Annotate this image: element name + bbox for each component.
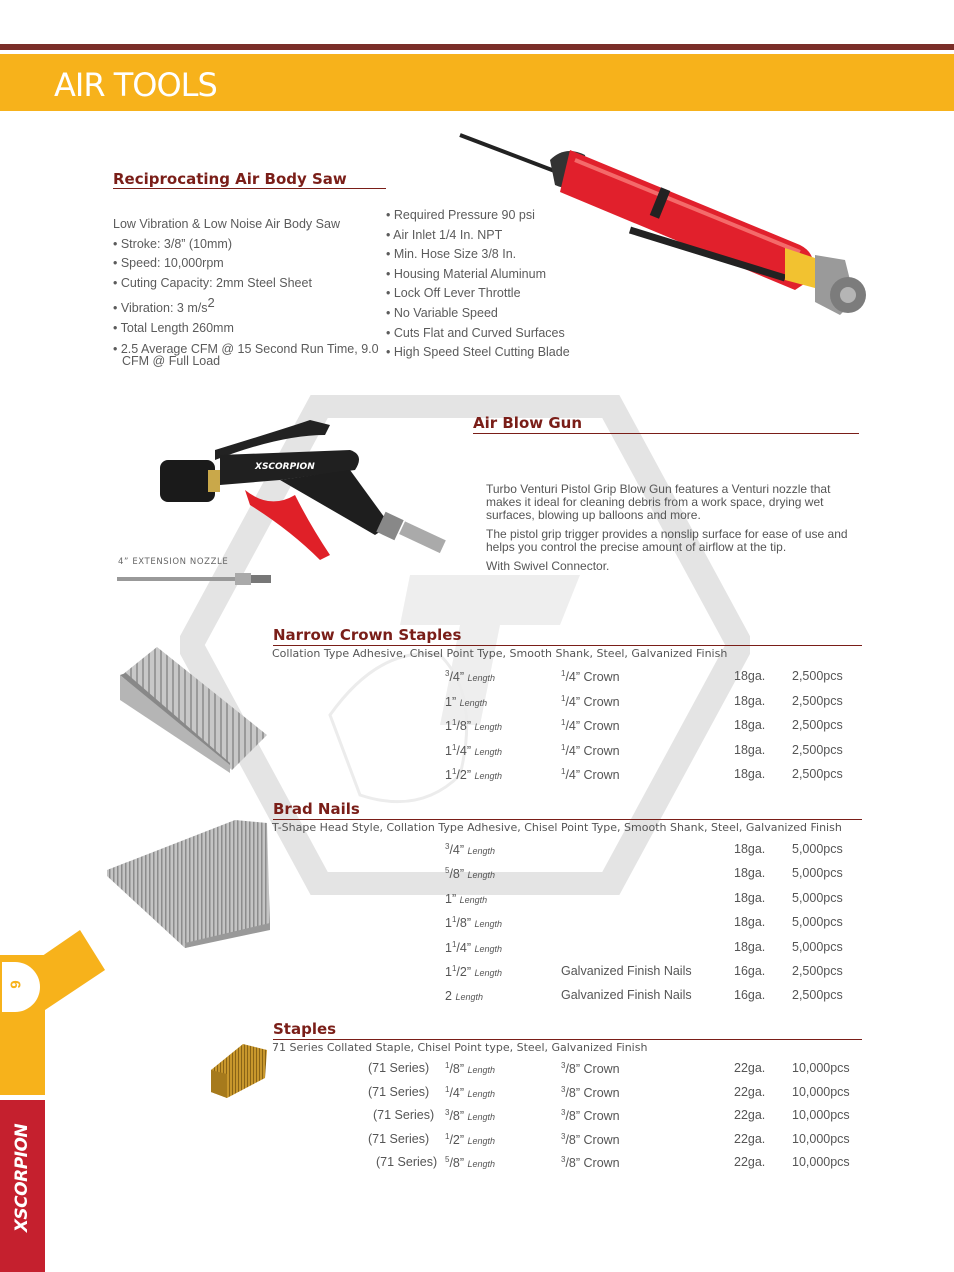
length-word: Length bbox=[474, 746, 503, 757]
length-word: Length bbox=[467, 1088, 496, 1099]
series-cell: (71 Series) bbox=[373, 1108, 435, 1122]
length-word: Length bbox=[474, 943, 503, 954]
quantity-cell: 5,000pcs bbox=[792, 890, 843, 905]
saw-spec-line: • Air Inlet 1/4 In. NPT bbox=[386, 227, 503, 242]
quantity-cell: 2,500pcs bbox=[792, 669, 843, 683]
length-word: Length bbox=[459, 697, 488, 708]
length-fraction: /4” bbox=[456, 743, 471, 758]
length-cell bbox=[445, 1108, 495, 1123]
crown-cell bbox=[561, 694, 620, 709]
blowgun-logo: XSCORPION bbox=[255, 462, 315, 472]
blowgun-desc-paragraph: Turbo Venturi Pistol Grip Blow Gun features a Venturi nozzle that makes it ideal for cleaning debris from a work space, drying wet surfaces, blowing up balloons and more. bbox=[486, 482, 831, 522]
length-cell bbox=[445, 891, 487, 906]
saw-spec-left bbox=[113, 215, 379, 367]
length-whole: 1 bbox=[445, 768, 452, 783]
extension-nozzle-image bbox=[115, 570, 275, 588]
crown-value: /4” Crown bbox=[565, 719, 620, 734]
quantity-cell: 2,500pcs bbox=[792, 964, 843, 978]
saw-spec-line: • Cuts Flat and Curved Surfaces bbox=[386, 325, 565, 340]
gauge-cell: 22ga. bbox=[734, 1131, 766, 1146]
gauge-cell: 18ga. bbox=[734, 890, 766, 905]
gauge-cell: 18ga. bbox=[734, 842, 766, 856]
quantity-cell: 10,000pcs bbox=[792, 1061, 850, 1075]
length-numerator: 3 bbox=[445, 669, 450, 678]
length-word: Length bbox=[474, 919, 503, 930]
staples-title: Staples bbox=[273, 1020, 337, 1038]
length-fraction: /4” bbox=[449, 670, 465, 685]
crown-cell bbox=[561, 718, 620, 733]
saw-title: Reciprocating Air Body Saw bbox=[113, 170, 347, 188]
length-cell bbox=[445, 964, 502, 979]
crown-cell bbox=[561, 1155, 620, 1170]
length-cell bbox=[445, 1132, 495, 1147]
length-whole: 1 bbox=[445, 743, 452, 758]
blowgun-title-rule bbox=[473, 433, 859, 434]
saw-spec-line: • Cuting Capacity: 2mm Steel Sheet bbox=[113, 275, 312, 290]
length-fraction: /4” bbox=[449, 1085, 465, 1100]
quantity-cell: 10,000pcs bbox=[792, 1131, 850, 1146]
length-cell bbox=[445, 1155, 495, 1170]
length-word: Length bbox=[467, 1135, 496, 1146]
length-numerator: 1 bbox=[451, 767, 457, 777]
quantity-cell: 2,500pcs bbox=[792, 693, 843, 708]
crown-cell bbox=[561, 767, 620, 782]
length-word: Length bbox=[474, 968, 503, 979]
length-word: Length bbox=[467, 1065, 496, 1076]
crown-cell bbox=[561, 1132, 620, 1147]
gauge-cell: 18ga. bbox=[734, 742, 766, 757]
length-numerator: 1 bbox=[451, 915, 457, 925]
gauge-cell: 18ga. bbox=[734, 718, 766, 733]
saw-spec-line: • Required Pressure 90 psi bbox=[386, 208, 535, 222]
quantity-cell: 5,000pcs bbox=[792, 915, 843, 930]
crown-value: /4” Crown bbox=[565, 768, 620, 783]
gauge-cell: 18ga. bbox=[734, 915, 766, 930]
series-cell: (71 Series) bbox=[376, 1155, 438, 1169]
crown-value: /8” Crown bbox=[565, 1156, 620, 1171]
length-numerator: 5 bbox=[445, 1155, 450, 1164]
length-word: Length bbox=[467, 870, 496, 881]
crown-value: /4” Crown bbox=[565, 743, 620, 758]
quantity-cell: 2,500pcs bbox=[792, 718, 843, 733]
length-fraction: /4” bbox=[449, 843, 465, 858]
quantity-cell: 2,500pcs bbox=[792, 767, 843, 782]
length-whole: 1 bbox=[445, 940, 452, 955]
series-cell: (71 Series) bbox=[368, 1061, 430, 1075]
crown-numerator: 3 bbox=[561, 1061, 566, 1070]
length-cell bbox=[445, 669, 495, 684]
crown-cell bbox=[561, 669, 620, 684]
saw-spec-line: • No Variable Speed bbox=[386, 305, 498, 320]
gauge-cell: 18ga. bbox=[734, 669, 766, 683]
saw-spec-line: • Speed: 10,000rpm bbox=[113, 256, 224, 271]
length-numerator: 1 bbox=[445, 1061, 450, 1070]
blowgun-desc-paragraph: With Swivel Connector. bbox=[486, 559, 610, 573]
length-cell bbox=[445, 1061, 495, 1076]
gauge-cell: 16ga. bbox=[734, 964, 766, 978]
brad-title-rule bbox=[273, 819, 862, 820]
length-fraction: /4” bbox=[456, 940, 471, 955]
gauge-cell: 22ga. bbox=[734, 1084, 766, 1099]
staples-subtitle: 71 Series Collated Staple, Chisel Point type, Steel, Galvanized Finish bbox=[272, 1041, 648, 1054]
narrow-subtitle: Collation Type Adhesive, Chisel Point Type, Smooth Shank, Steel, Galvanized Finish bbox=[272, 647, 728, 660]
length-word: Length bbox=[455, 992, 483, 1003]
length-word: Length bbox=[467, 1112, 496, 1123]
crown-numerator: 1 bbox=[561, 693, 566, 703]
length-cell bbox=[445, 940, 502, 955]
length-numerator: 1 bbox=[451, 718, 457, 728]
narrow-title-rule bbox=[273, 645, 862, 646]
quantity-cell: 5,000pcs bbox=[792, 842, 843, 856]
length-numerator: 1 bbox=[451, 939, 457, 949]
crown-numerator: 1 bbox=[561, 669, 566, 678]
crown-value: /8” Crown bbox=[565, 1062, 620, 1077]
length-whole: 1” bbox=[445, 891, 457, 906]
gauge-cell: 18ga. bbox=[734, 767, 766, 782]
extension-nozzle-label: 4” EXTENSION NOZZLE bbox=[118, 557, 229, 567]
quantity-cell: 5,000pcs bbox=[792, 866, 843, 881]
length-numerator: 3 bbox=[445, 1108, 450, 1117]
length-word: Length bbox=[467, 673, 496, 684]
saw-spec-line bbox=[113, 293, 379, 319]
length-numerator: 1 bbox=[451, 742, 457, 752]
gauge-cell: 22ga. bbox=[734, 1108, 766, 1122]
length-cell bbox=[445, 743, 502, 758]
gauge-cell: 18ga. bbox=[734, 866, 766, 881]
saw-spec-line: • Total Length 260mm bbox=[113, 321, 234, 336]
blowgun-description bbox=[486, 483, 858, 579]
air-blow-gun-image bbox=[150, 415, 460, 575]
brand-logo bbox=[6, 1120, 38, 1250]
length-fraction: /2” bbox=[449, 1132, 465, 1147]
length-word: Length bbox=[459, 894, 488, 905]
length-fraction: /8” bbox=[449, 1109, 465, 1124]
length-whole: 1” bbox=[445, 694, 457, 709]
header-banner bbox=[0, 54, 954, 111]
saw-vibration-text: • Vibration: 3 m/s bbox=[113, 301, 208, 316]
length-fraction: /2” bbox=[456, 768, 471, 783]
quantity-cell: 10,000pcs bbox=[792, 1108, 850, 1122]
crown-numerator: 1 bbox=[561, 767, 566, 777]
brad-nails-image bbox=[105, 818, 270, 948]
length-cell bbox=[445, 915, 502, 930]
crown-value: /8” Crown bbox=[565, 1085, 620, 1100]
finish-cell: Galvanized Finish Nails bbox=[561, 988, 692, 1003]
gauge-cell: 16ga. bbox=[734, 988, 766, 1003]
length-whole: 1 bbox=[445, 719, 452, 734]
length-fraction: /8” bbox=[449, 1062, 465, 1077]
length-word: Length bbox=[474, 722, 503, 733]
staples-image bbox=[205, 1040, 270, 1102]
crown-value: /8” Crown bbox=[565, 1109, 620, 1124]
crown-numerator: 3 bbox=[561, 1084, 566, 1094]
staples-title-rule bbox=[273, 1039, 862, 1040]
length-whole: 1 bbox=[445, 916, 452, 931]
length-numerator: 1 bbox=[451, 964, 457, 973]
air-body-saw-image bbox=[455, 130, 885, 330]
crown-numerator: 3 bbox=[561, 1131, 566, 1141]
blowgun-title: Air Blow Gun bbox=[473, 414, 582, 432]
brad-subtitle: T-Shape Head Style, Collation Type Adhesive, Chisel Point Type, Smooth Shank, Steel, Galvanized Finish bbox=[272, 821, 842, 834]
length-cell bbox=[445, 866, 495, 881]
crown-numerator: 1 bbox=[561, 718, 566, 728]
series-cell: (71 Series) bbox=[368, 1084, 430, 1099]
crown-numerator: 3 bbox=[561, 1155, 566, 1164]
length-cell bbox=[445, 694, 487, 709]
page-number: 6 bbox=[6, 980, 24, 989]
length-fraction: /2” bbox=[456, 965, 471, 980]
narrow-title: Narrow Crown Staples bbox=[273, 626, 462, 644]
crown-numerator: 1 bbox=[561, 742, 566, 752]
saw-title-rule bbox=[113, 188, 386, 189]
crown-cell bbox=[561, 1108, 620, 1123]
length-numerator: 3 bbox=[445, 842, 450, 851]
brand-logo-text: XSCORPION bbox=[12, 1123, 32, 1233]
quantity-cell: 10,000pcs bbox=[792, 1084, 850, 1099]
gauge-cell: 22ga. bbox=[734, 1061, 766, 1075]
page-title: AIR TOOLS bbox=[54, 66, 217, 104]
saw-spec-line: • Min. Hose Size 3/8 In. bbox=[386, 247, 517, 262]
saw-vibration-sup: 2 bbox=[207, 295, 215, 311]
series-cell: (71 Series) bbox=[368, 1131, 430, 1146]
crown-value: /4” Crown bbox=[565, 694, 620, 709]
quantity-cell: 2,500pcs bbox=[792, 742, 843, 757]
saw-spec-line: • Housing Material Aluminum bbox=[386, 266, 546, 281]
blowgun-desc-paragraph: The pistol grip trigger provides a nonslip surface for ease of use and helps you control the precise amount of airflow at the tip. bbox=[486, 527, 848, 554]
length-word: Length bbox=[474, 771, 503, 782]
saw-spec-line: • Stroke: 3/8” (10mm) bbox=[113, 236, 232, 251]
length-cell bbox=[445, 767, 502, 782]
saw-spec-line: CFM @ Full Load bbox=[122, 353, 221, 368]
crown-value: /4” Crown bbox=[565, 670, 620, 685]
gauge-cell: 18ga. bbox=[734, 939, 766, 954]
length-fraction: /8” bbox=[456, 719, 471, 734]
crown-cell bbox=[561, 743, 620, 758]
length-word: Length bbox=[467, 846, 496, 857]
length-word: Length bbox=[467, 1159, 496, 1170]
length-cell bbox=[445, 988, 483, 1003]
crown-cell bbox=[561, 1061, 620, 1076]
length-cell bbox=[445, 718, 502, 733]
brad-title: Brad Nails bbox=[273, 800, 360, 818]
crown-numerator: 3 bbox=[561, 1108, 566, 1117]
crown-cell bbox=[561, 1085, 620, 1100]
length-cell bbox=[445, 1085, 495, 1100]
gauge-cell: 18ga. bbox=[734, 693, 766, 708]
length-fraction: /8” bbox=[449, 1156, 465, 1171]
length-numerator: 1 bbox=[445, 1084, 450, 1094]
top-rule bbox=[0, 44, 954, 50]
length-numerator: 5 bbox=[445, 866, 450, 876]
finish-cell: Galvanized Finish Nails bbox=[561, 964, 692, 978]
length-numerator: 1 bbox=[445, 1131, 450, 1141]
crown-value: /8” Crown bbox=[565, 1132, 620, 1147]
length-cell bbox=[445, 842, 495, 857]
narrow-crown-staples-image bbox=[112, 645, 267, 775]
length-whole: 2 bbox=[445, 989, 452, 1004]
quantity-cell: 2,500pcs bbox=[792, 988, 843, 1003]
saw-spec-line: Low Vibration & Low Noise Air Body Saw bbox=[113, 217, 340, 231]
saw-spec-line: • 2.5 Average CFM @ 15 Second Run Time, 9.0 bbox=[113, 341, 379, 356]
saw-spec-line: • High Speed Steel Cutting Blade bbox=[386, 345, 570, 360]
quantity-cell: 5,000pcs bbox=[792, 939, 843, 954]
gauge-cell: 22ga. bbox=[734, 1155, 766, 1169]
saw-spec-line: • Lock Off Lever Throttle bbox=[386, 286, 521, 301]
length-fraction: /8” bbox=[456, 916, 471, 931]
quantity-cell: 10,000pcs bbox=[792, 1155, 850, 1169]
length-fraction: /8” bbox=[449, 867, 465, 882]
length-whole: 1 bbox=[445, 965, 452, 980]
